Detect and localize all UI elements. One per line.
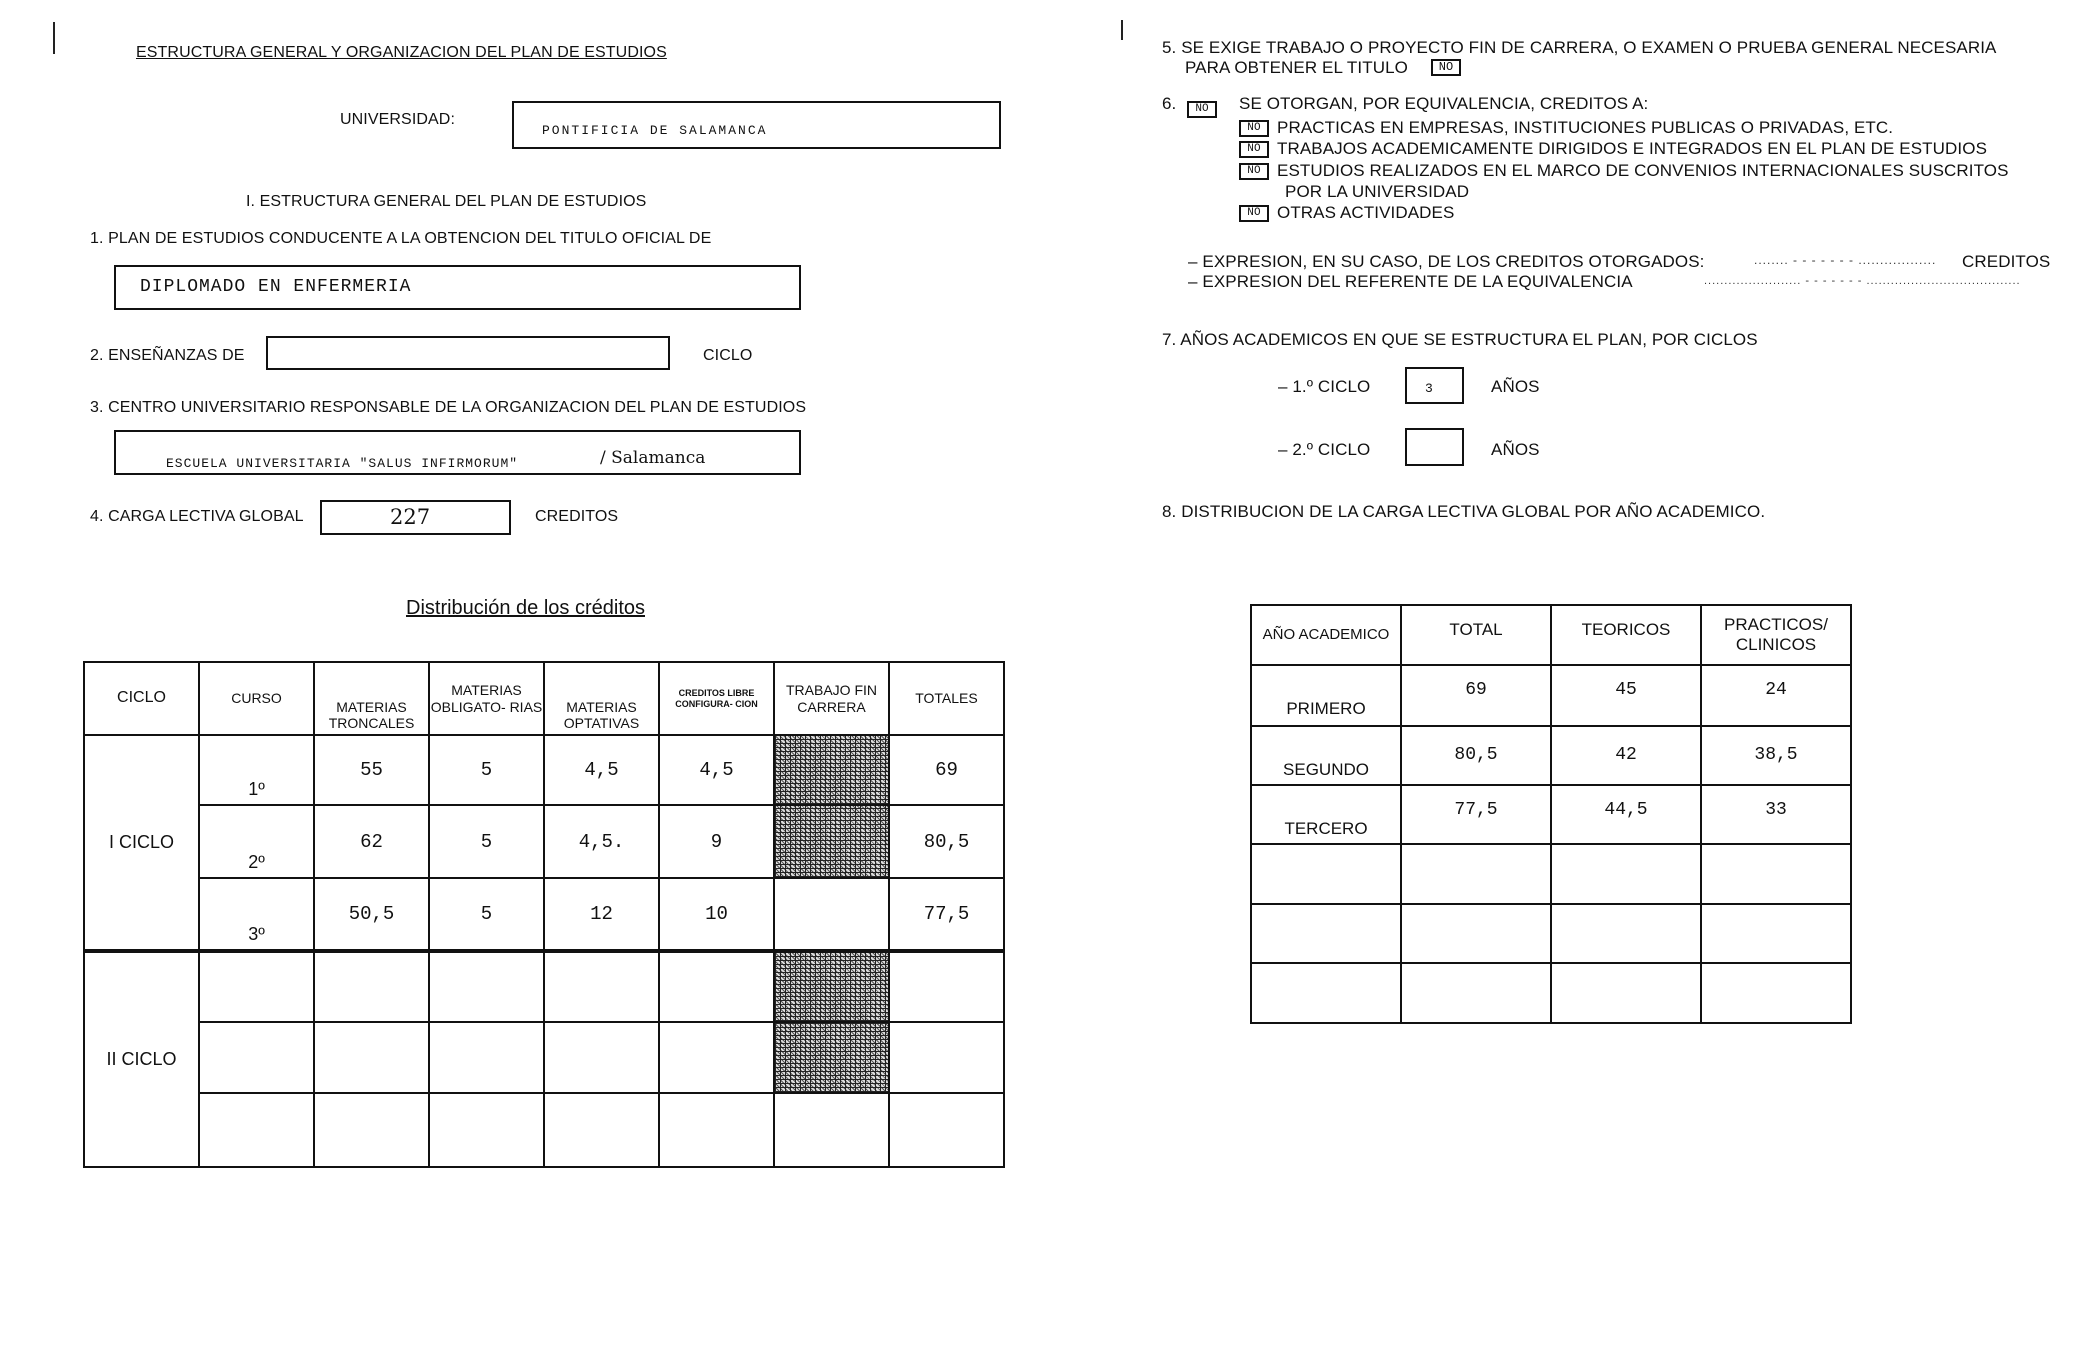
empty-cell <box>659 1022 774 1093</box>
header-totales: TOTALES <box>889 662 1004 735</box>
header-curso: CURSO <box>199 662 314 735</box>
year-distribution-table <box>1250 604 1852 1024</box>
empty-cell <box>889 1022 1004 1093</box>
empty-cell <box>1551 904 1701 963</box>
year-cell <box>1251 665 1401 726</box>
libre-cell: 10 <box>659 878 774 951</box>
section-title: I. ESTRUCTURA GENERAL DEL PLAN DE ESTUDIOS <box>246 193 647 210</box>
table-row <box>84 951 1004 1022</box>
curso-cell <box>199 805 314 878</box>
option-text: OTRAS ACTIVIDADES <box>1277 203 1455 222</box>
option-text: ESTUDIOS REALIZADOS EN EL MARCO DE CONVENIOS INTERNACIONALES SUSCRITOS <box>1277 161 2009 180</box>
table-row <box>1251 665 1851 726</box>
empty-cell <box>1701 844 1851 904</box>
empty-cell <box>1251 844 1401 904</box>
practicos-cell: 38,5 <box>1701 726 1851 785</box>
troncales-cell: 55 <box>314 735 429 805</box>
ciclo2-cell <box>84 951 199 1167</box>
table-row <box>84 805 1004 878</box>
curso-value: 2º <box>248 852 265 872</box>
item4-suffix: CREDITOS <box>535 508 619 525</box>
dist-title: Distribución de los créditos <box>406 597 645 619</box>
trabajo-fin-cell-shaded <box>774 735 889 805</box>
obligatorias-cell: 5 <box>429 878 544 951</box>
item6-option <box>1239 202 2079 224</box>
teoricos-cell: 45 <box>1551 665 1701 726</box>
empty-cell <box>429 1022 544 1093</box>
troncales-cell: 62 <box>314 805 429 878</box>
right-page <box>1040 0 2082 1365</box>
table-row <box>84 1093 1004 1167</box>
table-row <box>84 878 1004 951</box>
ciclo2-years-box <box>1405 428 1464 466</box>
empty-cell <box>314 1022 429 1093</box>
ciclo1-label: I CICLO <box>108 832 174 852</box>
year-label: TERCERO <box>1284 819 1368 838</box>
year-label: SEGUNDO <box>1283 760 1369 779</box>
expr1-suffix: CREDITOS <box>1962 252 2051 271</box>
empty-cell <box>544 1022 659 1093</box>
curso-value: 3º <box>248 924 265 944</box>
item6-option <box>1239 160 2079 182</box>
item6-option <box>1239 138 2079 160</box>
header-optativas: MATERIAS OPTATIVAS <box>544 662 659 735</box>
item1-label: 1. PLAN DE ESTUDIOS CONDUCENTE A LA OBTENCION DEL TITULO OFICIAL DE <box>90 230 712 247</box>
item6-option <box>1239 118 2079 138</box>
empty-cell <box>429 1093 544 1167</box>
empty-cell <box>1551 844 1701 904</box>
curso-value: 1º <box>248 779 265 799</box>
totales-cell: 77,5 <box>889 878 1004 951</box>
curso-cell <box>199 735 314 805</box>
header-troncales: MATERIAS TRONCALES <box>314 662 429 735</box>
item3-value-b: / Salamanca <box>600 448 706 468</box>
table-row <box>1251 726 1851 785</box>
empty-cell <box>314 1093 429 1167</box>
table-row <box>1251 785 1851 844</box>
empty-cell <box>1401 844 1551 904</box>
curso-cell <box>199 878 314 951</box>
option-text: PRACTICAS EN EMPRESAS, INSTITUCIONES PUBLICAS O PRIVADAS, ETC. <box>1277 118 1894 137</box>
header-practicos: PRACTICOS/ CLINICOS <box>1701 605 1851 665</box>
item3-field <box>114 430 801 475</box>
item5-line2: PARA OBTENER EL TITULO <box>1185 58 1408 77</box>
margin-mark <box>1121 20 1123 40</box>
expr2-label: – EXPRESION DEL REFERENTE DE LA EQUIVALENCIA <box>1188 272 1633 291</box>
optativas-cell: 4,5 <box>544 735 659 805</box>
teoricos-cell: 42 <box>1551 726 1701 785</box>
header-obligatorias: MATERIAS OBLIGATO- RIAS <box>429 662 544 735</box>
empty-cell <box>544 951 659 1022</box>
practicos-cell: 33 <box>1701 785 1851 844</box>
header-libre-config: CREDITOS LIBRE CONFIGURA- CION <box>659 662 774 735</box>
optativas-cell: 12 <box>544 878 659 951</box>
ciclo1-years-box <box>1405 367 1464 404</box>
empty-cell <box>774 1093 889 1167</box>
empty-cell <box>659 951 774 1022</box>
option-box: NO <box>1239 120 1269 137</box>
table-row <box>1251 904 1851 963</box>
troncales-cell: 50,5 <box>314 878 429 951</box>
empty-cell <box>1401 963 1551 1023</box>
empty-cell <box>199 1022 314 1093</box>
empty-cell <box>889 951 1004 1022</box>
practicos-cell: 24 <box>1701 665 1851 726</box>
universidad-value: PONTIFICIA DE SALAMANCA <box>542 123 768 138</box>
item6-number: 6. <box>1162 94 1177 113</box>
empty-cell <box>1401 904 1551 963</box>
item7-label: 7. AÑOS ACADEMICOS EN QUE SE ESTRUCTURA EL PLAN, POR CICLOS <box>1162 330 1758 349</box>
teoricos-cell: 44,5 <box>1551 785 1701 844</box>
item4-field <box>320 500 511 535</box>
page-header: ESTRUCTURA GENERAL Y ORGANIZACION DEL PLAN DE ESTUDIOS <box>136 44 667 61</box>
total-cell: 77,5 <box>1401 785 1551 844</box>
header-trabajo-fin: TRABAJO FIN CARRERA <box>774 662 889 735</box>
universidad-label: UNIVERSIDAD: <box>340 111 455 128</box>
table-row <box>1251 963 1851 1023</box>
option-box: NO <box>1239 163 1269 180</box>
item8-label: 8. DISTRIBUCION DE LA CARGA LECTIVA GLOBAL POR AÑO ACADEMICO. <box>1162 502 1766 521</box>
header-ano-academico: AÑO ACADEMICO <box>1251 605 1401 665</box>
item1-value: DIPLOMADO EN ENFERMERIA <box>140 277 412 297</box>
totales-cell: 69 <box>889 735 1004 805</box>
empty-cell <box>889 1093 1004 1167</box>
trabajo-fin-cell-shaded <box>774 805 889 878</box>
item1-field <box>114 265 801 310</box>
table-row <box>84 1022 1004 1093</box>
year-cell <box>1251 726 1401 785</box>
empty-cell <box>1251 904 1401 963</box>
header-teoricos: TEORICOS <box>1551 605 1701 665</box>
empty-cell <box>659 1093 774 1167</box>
item6-options <box>1239 118 2079 224</box>
item4-value: 227 <box>390 505 431 529</box>
option-box: NO <box>1239 141 1269 158</box>
option-box: NO <box>1239 205 1269 222</box>
header-ciclo: CICLO <box>84 662 199 735</box>
margin-mark <box>53 22 55 54</box>
left-page <box>0 0 1040 1365</box>
ciclo1-cell <box>84 735 199 951</box>
trabajo-fin-cell-shaded <box>774 1022 889 1093</box>
expr1-label: – EXPRESION, EN SU CASO, DE LOS CREDITOS OTORGADOS: <box>1188 252 1705 271</box>
universidad-field <box>512 101 1001 149</box>
total-cell: 69 <box>1401 665 1551 726</box>
ciclo2-anos: AÑOS <box>1491 440 1540 459</box>
ciclo1-anos: AÑOS <box>1491 377 1540 396</box>
empty-cell <box>544 1093 659 1167</box>
item3-label: 3. CENTRO UNIVERSITARIO RESPONSABLE DE LA ORGANIZACION DEL PLAN DE ESTUDIOS <box>90 399 807 416</box>
credits-table <box>83 661 1005 1168</box>
empty-cell <box>314 951 429 1022</box>
empty-cell <box>199 951 314 1022</box>
item5-answer-box: NO <box>1431 59 1461 76</box>
year-cell <box>1251 785 1401 844</box>
obligatorias-cell: 5 <box>429 735 544 805</box>
ciclo1-years-value: 3 <box>1425 381 1433 396</box>
item5-line1: 5. SE EXIGE TRABAJO O PROYECTO FIN DE CARRERA, O EXAMEN O PRUEBA GENERAL NECESARIA <box>1162 38 1997 57</box>
item2-label: 2. ENSEÑANZAS DE <box>90 347 245 364</box>
table-row <box>84 735 1004 805</box>
obligatorias-cell: 5 <box>429 805 544 878</box>
item3-value-a: ESCUELA UNIVERSITARIA "SALUS INFIRMORUM" <box>166 456 519 471</box>
empty-cell <box>1551 963 1701 1023</box>
totales-cell: 80,5 <box>889 805 1004 878</box>
item6-answer-box: NO <box>1187 101 1217 118</box>
ciclo1-label: – 1.º CICLO <box>1278 377 1371 396</box>
table-row <box>1251 844 1851 904</box>
ciclo2-label: II CICLO <box>106 1049 177 1069</box>
empty-cell <box>429 951 544 1022</box>
expr2-dots: ........................ - - - - - - - ...................................... <box>1704 275 2021 287</box>
libre-cell: 9 <box>659 805 774 878</box>
item6-title: SE OTORGAN, POR EQUIVALENCIA, CREDITOS A: <box>1239 94 1649 113</box>
empty-cell <box>199 1093 314 1167</box>
header-total: TOTAL <box>1401 605 1551 665</box>
trabajo-fin-cell-shaded <box>774 951 889 1022</box>
empty-cell <box>1251 963 1401 1023</box>
empty-cell <box>1701 963 1851 1023</box>
empty-cell <box>1701 904 1851 963</box>
item2-field <box>266 336 670 370</box>
item6-option3-cont: POR LA UNIVERSIDAD <box>1285 182 1470 201</box>
optativas-cell: 4,5. <box>544 805 659 878</box>
year-label: PRIMERO <box>1286 699 1366 718</box>
item4-label: 4. CARGA LECTIVA GLOBAL <box>90 508 304 525</box>
libre-cell: 4,5 <box>659 735 774 805</box>
option-text: TRABAJOS ACADEMICAMENTE DIRIGIDOS E INTEGRADOS EN EL PLAN DE ESTUDIOS <box>1277 139 1988 158</box>
item2-suffix: CICLO <box>703 347 753 364</box>
total-cell: 80,5 <box>1401 726 1551 785</box>
ciclo2-label: – 2.º CICLO <box>1278 440 1371 459</box>
trabajo-fin-cell <box>774 878 889 951</box>
expr1-dots: ........ - - - - - - - .................. <box>1754 253 1937 267</box>
